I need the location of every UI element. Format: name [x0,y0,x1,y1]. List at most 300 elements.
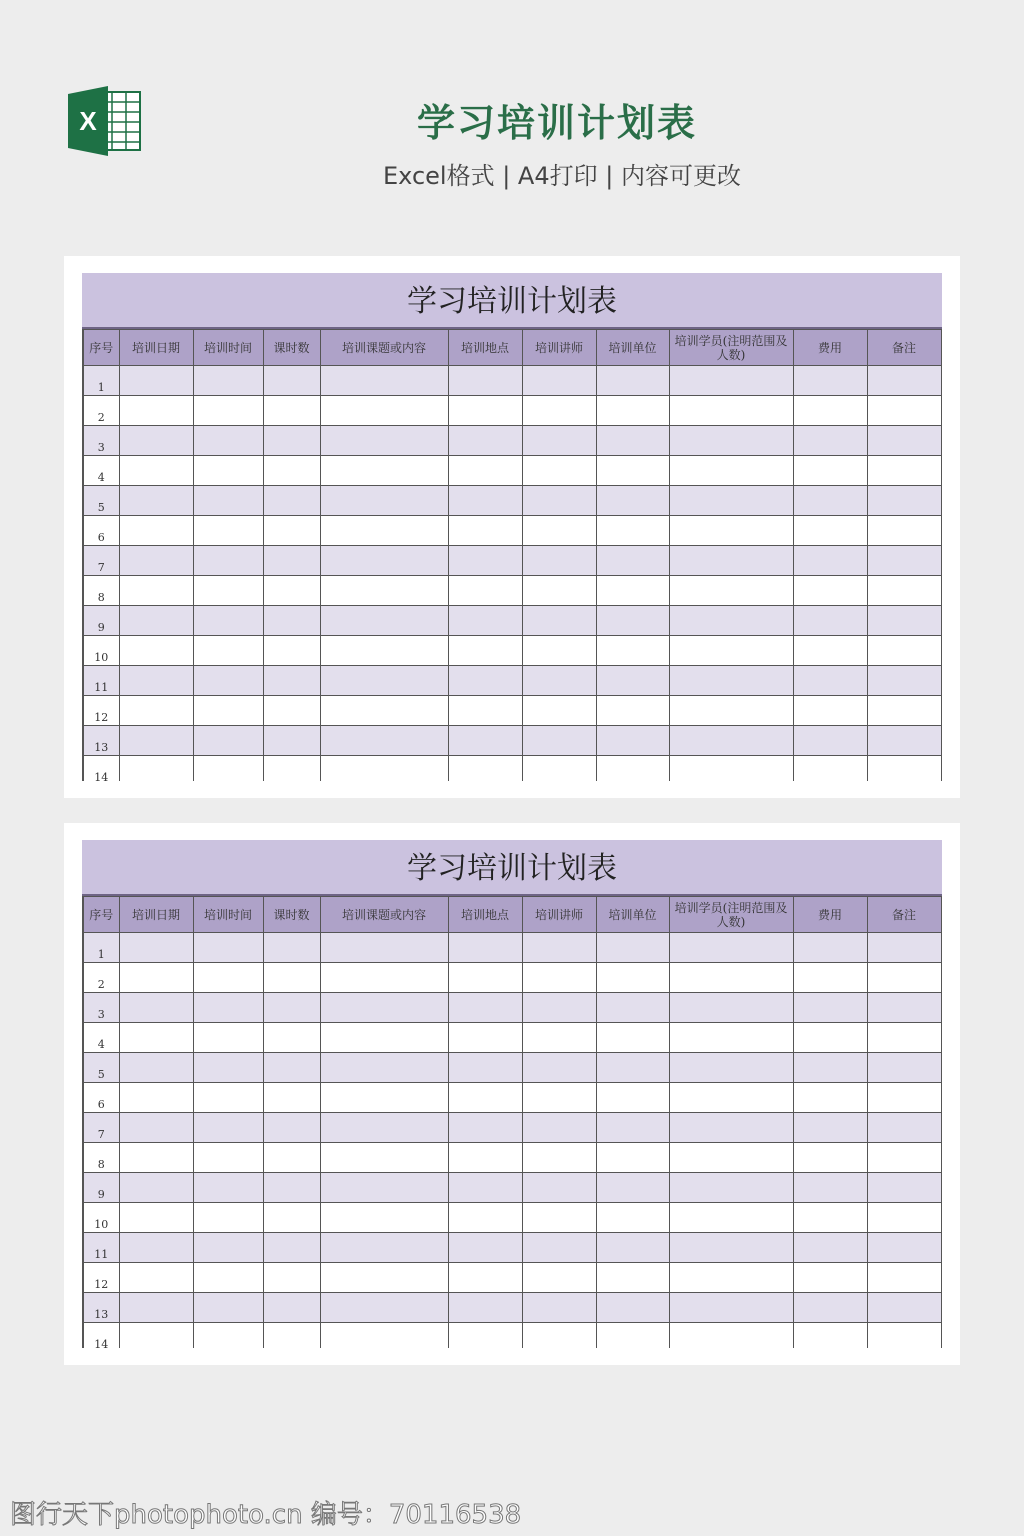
table-cell[interactable] [522,1053,596,1083]
table-cell[interactable] [522,696,596,726]
table-cell[interactable] [669,576,793,606]
table-cell[interactable] [867,486,941,516]
table-cell[interactable] [320,1293,448,1323]
row-number-cell[interactable]: 3 [83,993,119,1023]
table-cell[interactable] [193,456,263,486]
table-cell[interactable] [119,1263,193,1293]
table-cell[interactable] [867,1323,941,1349]
table-cell[interactable] [867,636,941,666]
table-cell[interactable] [448,1083,522,1113]
table-cell[interactable] [263,516,320,546]
table-cell[interactable] [522,1323,596,1349]
table-cell[interactable] [867,426,941,456]
table-cell[interactable] [193,756,263,782]
table-cell[interactable] [669,993,793,1023]
table-cell[interactable] [522,1293,596,1323]
table-cell[interactable] [596,666,669,696]
table-cell[interactable] [119,1203,193,1233]
table-cell[interactable] [263,1143,320,1173]
table-cell[interactable] [596,1203,669,1233]
row-number-cell[interactable]: 7 [83,546,119,576]
table-cell[interactable] [193,1233,263,1263]
table-cell[interactable] [793,726,867,756]
table-cell[interactable] [522,1113,596,1143]
table-cell[interactable] [669,1263,793,1293]
table-cell[interactable] [320,396,448,426]
table-cell[interactable] [193,1113,263,1143]
table-cell[interactable] [596,1263,669,1293]
table-cell[interactable] [320,486,448,516]
table-cell[interactable] [522,933,596,963]
table-cell[interactable] [448,1263,522,1293]
row-number-cell[interactable]: 12 [83,1263,119,1293]
table-cell[interactable] [320,1203,448,1233]
table-cell[interactable] [793,1113,867,1143]
table-cell[interactable] [867,516,941,546]
table-cell[interactable] [596,1053,669,1083]
table-cell[interactable] [522,396,596,426]
table-cell[interactable] [193,696,263,726]
table-cell[interactable] [669,546,793,576]
table-cell[interactable] [669,486,793,516]
table-cell[interactable] [119,1233,193,1263]
table-cell[interactable] [669,516,793,546]
table-cell[interactable] [793,606,867,636]
table-cell[interactable] [193,933,263,963]
table-cell[interactable] [793,516,867,546]
table-cell[interactable] [320,993,448,1023]
table-cell[interactable] [793,933,867,963]
table-cell[interactable] [320,456,448,486]
table-cell[interactable] [119,993,193,1023]
table-cell[interactable] [119,696,193,726]
table-cell[interactable] [448,933,522,963]
table-cell[interactable] [263,1023,320,1053]
table-cell[interactable] [448,486,522,516]
table-cell[interactable] [793,546,867,576]
table-cell[interactable] [119,963,193,993]
table-cell[interactable] [867,993,941,1023]
table-cell[interactable] [867,726,941,756]
table-cell[interactable] [596,456,669,486]
table-cell[interactable] [448,1173,522,1203]
table-cell[interactable] [867,1113,941,1143]
table-cell[interactable] [793,756,867,782]
table-cell[interactable] [522,963,596,993]
row-number-cell[interactable]: 13 [83,726,119,756]
table-cell[interactable] [448,1323,522,1349]
table-cell[interactable] [669,756,793,782]
table-cell[interactable] [448,606,522,636]
table-cell[interactable] [448,1113,522,1143]
table-cell[interactable] [669,666,793,696]
table-cell[interactable] [596,1083,669,1113]
row-number-cell[interactable]: 14 [83,1323,119,1349]
table-cell[interactable] [793,366,867,396]
table-cell[interactable] [119,486,193,516]
table-cell[interactable] [193,1083,263,1113]
table-cell[interactable] [193,1203,263,1233]
table-cell[interactable] [119,1173,193,1203]
table-cell[interactable] [596,576,669,606]
table-cell[interactable] [320,666,448,696]
row-number-cell[interactable]: 9 [83,606,119,636]
table-cell[interactable] [793,1083,867,1113]
row-number-cell[interactable]: 4 [83,456,119,486]
table-cell[interactable] [263,993,320,1023]
table-cell[interactable] [669,1053,793,1083]
table-cell[interactable] [263,1173,320,1203]
table-cell[interactable] [669,1203,793,1233]
table-cell[interactable] [448,1203,522,1233]
table-cell[interactable] [669,366,793,396]
table-cell[interactable] [669,1023,793,1053]
table-cell[interactable] [669,696,793,726]
table-cell[interactable] [119,1293,193,1323]
table-cell[interactable] [793,396,867,426]
table-cell[interactable] [448,1023,522,1053]
table-cell[interactable] [867,1143,941,1173]
row-number-cell[interactable]: 10 [83,636,119,666]
table-cell[interactable] [119,756,193,782]
table-cell[interactable] [596,1293,669,1323]
table-cell[interactable] [193,516,263,546]
table-cell[interactable] [448,516,522,546]
table-cell[interactable] [263,486,320,516]
row-number-cell[interactable]: 1 [83,933,119,963]
table-cell[interactable] [448,1143,522,1173]
table-cell[interactable] [867,1233,941,1263]
row-number-cell[interactable]: 11 [83,1233,119,1263]
table-cell[interactable] [320,426,448,456]
table-cell[interactable] [448,636,522,666]
table-cell[interactable] [867,1263,941,1293]
table-cell[interactable] [793,1143,867,1173]
table-cell[interactable] [448,426,522,456]
table-cell[interactable] [119,396,193,426]
table-cell[interactable] [263,1113,320,1143]
table-cell[interactable] [320,963,448,993]
table-cell[interactable] [669,606,793,636]
table-cell[interactable] [193,1293,263,1323]
table-cell[interactable] [669,396,793,426]
table-cell[interactable] [193,1023,263,1053]
table-cell[interactable] [320,1323,448,1349]
table-cell[interactable] [522,1263,596,1293]
table-cell[interactable] [448,366,522,396]
table-cell[interactable] [119,366,193,396]
row-number-cell[interactable]: 6 [83,516,119,546]
table-cell[interactable] [448,396,522,426]
row-number-cell[interactable]: 9 [83,1173,119,1203]
table-cell[interactable] [263,933,320,963]
table-cell[interactable] [793,1023,867,1053]
table-cell[interactable] [320,1053,448,1083]
table-cell[interactable] [669,1293,793,1323]
table-cell[interactable] [320,1173,448,1203]
table-cell[interactable] [119,1083,193,1113]
table-cell[interactable] [119,606,193,636]
table-cell[interactable] [596,366,669,396]
table-cell[interactable] [669,933,793,963]
table-cell[interactable] [119,1023,193,1053]
table-cell[interactable] [193,636,263,666]
table-cell[interactable] [793,1203,867,1233]
row-number-cell[interactable]: 12 [83,696,119,726]
table-cell[interactable] [867,1083,941,1113]
table-cell[interactable] [596,993,669,1023]
table-cell[interactable] [522,426,596,456]
row-number-cell[interactable]: 6 [83,1083,119,1113]
table-cell[interactable] [448,1233,522,1263]
table-cell[interactable] [119,666,193,696]
table-cell[interactable] [320,933,448,963]
row-number-cell[interactable]: 8 [83,576,119,606]
table-cell[interactable] [793,1053,867,1083]
table-cell[interactable] [263,1203,320,1233]
table-cell[interactable] [669,1083,793,1113]
table-cell[interactable] [263,1293,320,1323]
table-cell[interactable] [320,606,448,636]
table-cell[interactable] [793,1323,867,1349]
row-number-cell[interactable]: 3 [83,426,119,456]
table-cell[interactable] [596,606,669,636]
table-cell[interactable] [193,1263,263,1293]
table-cell[interactable] [448,546,522,576]
table-cell[interactable] [119,576,193,606]
table-cell[interactable] [263,726,320,756]
table-cell[interactable] [793,666,867,696]
table-cell[interactable] [867,1293,941,1323]
table-cell[interactable] [793,696,867,726]
table-cell[interactable] [320,756,448,782]
table-cell[interactable] [669,726,793,756]
table-cell[interactable] [448,456,522,486]
row-number-cell[interactable]: 11 [83,666,119,696]
table-cell[interactable] [596,1323,669,1349]
table-cell[interactable] [263,1233,320,1263]
table-cell[interactable] [320,636,448,666]
table-cell[interactable] [793,456,867,486]
table-cell[interactable] [522,606,596,636]
table-cell[interactable] [522,486,596,516]
table-cell[interactable] [596,756,669,782]
table-cell[interactable] [320,516,448,546]
table-cell[interactable] [263,1323,320,1349]
table-cell[interactable] [448,666,522,696]
table-cell[interactable] [522,366,596,396]
table-cell[interactable] [522,1023,596,1053]
table-cell[interactable] [263,1083,320,1113]
table-cell[interactable] [119,456,193,486]
table-cell[interactable] [596,1113,669,1143]
table-cell[interactable] [522,636,596,666]
table-cell[interactable] [263,756,320,782]
table-cell[interactable] [522,516,596,546]
table-cell[interactable] [263,396,320,426]
row-number-cell[interactable]: 5 [83,1053,119,1083]
table-cell[interactable] [596,1023,669,1053]
table-cell[interactable] [867,1173,941,1203]
row-number-cell[interactable]: 4 [83,1023,119,1053]
table-cell[interactable] [193,963,263,993]
table-cell[interactable] [119,546,193,576]
table-cell[interactable] [522,666,596,696]
row-number-cell[interactable]: 13 [83,1293,119,1323]
table-cell[interactable] [596,486,669,516]
table-cell[interactable] [263,1263,320,1293]
table-cell[interactable] [263,546,320,576]
table-cell[interactable] [119,516,193,546]
table-cell[interactable] [522,756,596,782]
table-cell[interactable] [669,636,793,666]
table-cell[interactable] [119,426,193,456]
table-cell[interactable] [867,546,941,576]
table-cell[interactable] [596,546,669,576]
table-cell[interactable] [867,606,941,636]
table-cell[interactable] [596,396,669,426]
table-cell[interactable] [793,1233,867,1263]
table-cell[interactable] [669,1323,793,1349]
table-cell[interactable] [448,576,522,606]
table-cell[interactable] [448,1293,522,1323]
table-cell[interactable] [522,1233,596,1263]
table-cell[interactable] [448,756,522,782]
table-cell[interactable] [522,546,596,576]
table-cell[interactable] [596,963,669,993]
table-cell[interactable] [193,426,263,456]
table-cell[interactable] [867,963,941,993]
table-cell[interactable] [193,666,263,696]
table-cell[interactable] [669,456,793,486]
table-cell[interactable] [522,1083,596,1113]
table-cell[interactable] [193,1323,263,1349]
table-cell[interactable] [596,696,669,726]
table-cell[interactable] [669,1143,793,1173]
table-cell[interactable] [448,963,522,993]
table-cell[interactable] [596,1233,669,1263]
table-cell[interactable] [320,1113,448,1143]
table-cell[interactable] [522,1173,596,1203]
table-cell[interactable] [669,1233,793,1263]
table-cell[interactable] [522,456,596,486]
table-cell[interactable] [263,576,320,606]
table-cell[interactable] [320,1083,448,1113]
table-cell[interactable] [193,576,263,606]
table-cell[interactable] [596,933,669,963]
table-cell[interactable] [193,1053,263,1083]
table-cell[interactable] [193,486,263,516]
table-cell[interactable] [793,486,867,516]
table-cell[interactable] [320,1263,448,1293]
table-cell[interactable] [193,726,263,756]
table-cell[interactable] [448,696,522,726]
table-cell[interactable] [793,1263,867,1293]
table-cell[interactable] [793,636,867,666]
table-cell[interactable] [867,696,941,726]
table-cell[interactable] [867,756,941,782]
row-number-cell[interactable]: 5 [83,486,119,516]
table-cell[interactable] [793,1173,867,1203]
table-cell[interactable] [320,546,448,576]
table-cell[interactable] [596,636,669,666]
table-cell[interactable] [448,993,522,1023]
table-cell[interactable] [263,606,320,636]
table-cell[interactable] [119,933,193,963]
table-cell[interactable] [793,963,867,993]
table-cell[interactable] [193,366,263,396]
table-cell[interactable] [320,726,448,756]
table-cell[interactable] [522,576,596,606]
table-cell[interactable] [522,1203,596,1233]
table-cell[interactable] [522,726,596,756]
row-number-cell[interactable]: 8 [83,1143,119,1173]
table-cell[interactable] [193,606,263,636]
row-number-cell[interactable]: 14 [83,756,119,782]
table-cell[interactable] [119,636,193,666]
table-cell[interactable] [263,696,320,726]
table-cell[interactable] [793,1293,867,1323]
table-cell[interactable] [669,1173,793,1203]
table-cell[interactable] [522,1143,596,1173]
table-cell[interactable] [867,1203,941,1233]
table-cell[interactable] [793,993,867,1023]
table-cell[interactable] [193,993,263,1023]
table-cell[interactable] [119,1113,193,1143]
table-cell[interactable] [320,696,448,726]
table-cell[interactable] [263,636,320,666]
table-cell[interactable] [263,666,320,696]
table-cell[interactable] [320,1143,448,1173]
table-cell[interactable] [596,1143,669,1173]
table-cell[interactable] [119,1143,193,1173]
table-cell[interactable] [596,426,669,456]
table-cell[interactable] [320,576,448,606]
row-number-cell[interactable]: 2 [83,396,119,426]
table-cell[interactable] [263,366,320,396]
table-cell[interactable] [867,456,941,486]
row-number-cell[interactable]: 7 [83,1113,119,1143]
table-cell[interactable] [596,1173,669,1203]
row-number-cell[interactable]: 1 [83,366,119,396]
table-cell[interactable] [448,726,522,756]
table-cell[interactable] [320,1023,448,1053]
table-cell[interactable] [669,1113,793,1143]
table-cell[interactable] [448,1053,522,1083]
table-cell[interactable] [669,426,793,456]
table-cell[interactable] [793,576,867,606]
table-cell[interactable] [867,933,941,963]
table-cell[interactable] [867,666,941,696]
table-cell[interactable] [193,396,263,426]
row-number-cell[interactable]: 2 [83,963,119,993]
table-cell[interactable] [263,426,320,456]
table-cell[interactable] [119,1053,193,1083]
table-cell[interactable] [867,1023,941,1053]
table-cell[interactable] [867,396,941,426]
table-cell[interactable] [193,1143,263,1173]
table-cell[interactable] [263,1053,320,1083]
table-cell[interactable] [263,456,320,486]
table-cell[interactable] [522,993,596,1023]
table-cell[interactable] [193,1173,263,1203]
table-cell[interactable] [596,516,669,546]
row-number-cell[interactable]: 10 [83,1203,119,1233]
table-cell[interactable] [320,1233,448,1263]
table-cell[interactable] [867,1053,941,1083]
table-cell[interactable] [669,963,793,993]
table-cell[interactable] [119,1323,193,1349]
